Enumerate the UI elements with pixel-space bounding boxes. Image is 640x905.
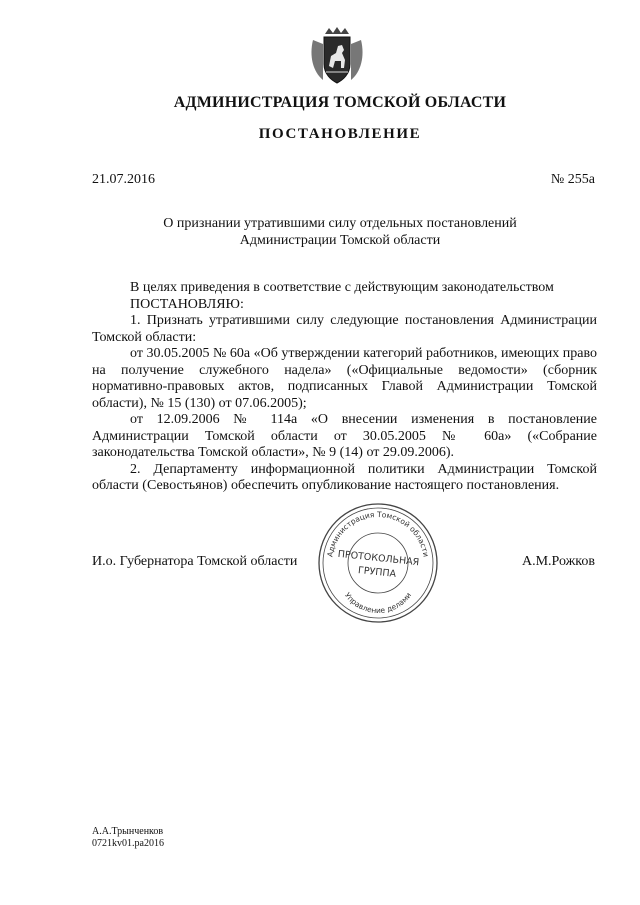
coat-of-arms-icon [309, 26, 365, 86]
stamp-center-line-1: ПРОТОКОЛЬНАЯ [337, 548, 420, 569]
stamp-outer-top-text: Администрация Томской области [325, 509, 431, 558]
decree-paragraph: ПОСТАНОВЛЯЮ: [130, 296, 244, 312]
item-1a-paragraph: от 30.05.2005 № 60а «Об утверждении категорий работников, имеющих право на получение служебного надела» («Официальные ведомости» (сборник нормативно-правовых актов, подписанных Главой Администрации Томской области), № 15 (130) от 07.06.2005); [92, 346, 597, 411]
subject-line-1: О признании утратившими силу отдельных постановлений [163, 216, 517, 231]
stamp-outer-bottom-text: Управление делами [342, 590, 414, 616]
organization-title: АДМИНИСТРАЦИЯ ТОМСКОЙ ОБЛАСТИ [173, 94, 507, 111]
document-type-title: ПОСТАНОВЛЕНИЕ [258, 126, 422, 142]
protocol-group-stamp [316, 501, 440, 625]
document-number: № 255а [550, 172, 595, 187]
document-subject [120, 215, 560, 249]
file-code: 0721kv01.pa2016 [92, 838, 164, 849]
signatory-name: А.М.Рожков [521, 554, 595, 569]
subject-line-2: Администрации Томской области [239, 233, 441, 248]
item-2-paragraph: 2. Департаменту информационной политики Администрации Томской области (Севостьянов) обеспечить опубликование настоящего постановления. [92, 461, 597, 493]
document-body [92, 280, 597, 495]
stamp-center-line-2: ГРУППА [357, 564, 397, 580]
svg-text:Управление делами [343, 591, 413, 615]
item-1b-paragraph: от 12.09.2006 № 114а «О внесении изменения в постановление Администрации Томской области от 30.05.2005 № 60а» («Собрание законодательства Томской области», № 9 (14) от 29.09.2006). [92, 412, 597, 460]
signatory-position: И.о. Губернатора Томской области [92, 554, 298, 569]
document-date: 21.07.2016 [92, 172, 155, 187]
document-footer [92, 826, 164, 850]
executor-name: А.А.Трынченков [92, 826, 164, 837]
item-1-paragraph: 1. Признать утратившими силу следующие постановления Администрации Томской области: [92, 313, 597, 345]
preamble-paragraph: В целях приведения в соответствие с действующим законодательством [130, 280, 554, 295]
